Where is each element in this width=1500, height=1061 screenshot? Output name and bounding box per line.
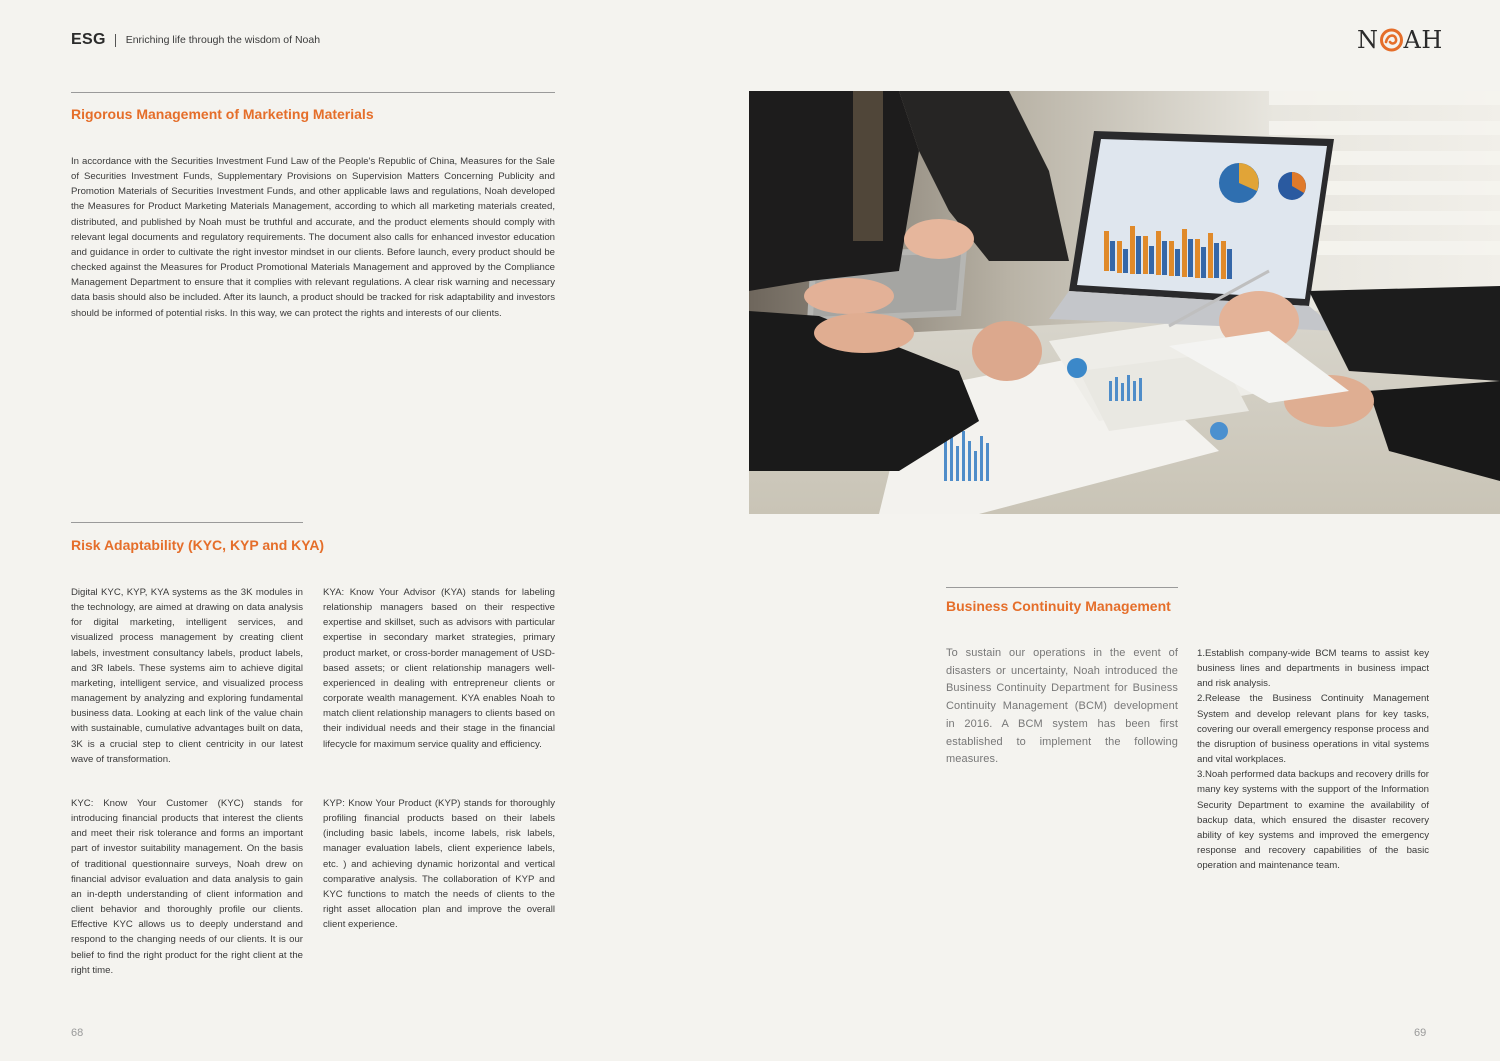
bcm-intro: To sustain our operations in the event of disasters or uncertainty, Noah introduced the Business Continuity Department for Business Continuity Management (BCM) development in 2016. A BCM system has been first established to implement the following measures. xyxy=(946,647,1178,766)
page-number-left: 68 xyxy=(71,1027,84,1039)
bcm-measures xyxy=(1197,646,1429,873)
marketing-body: In accordance with the Securities Investment Fund Law of the People's Republic of China, Measures for the Sale of Securities Investment Funds, Supplementary Provisions on Supervision Matters Concerning Publicity and Promotion Materials of Securities Investment Funds, and other applicable laws and regulations, Noah developed the Measures for Product Marketing Materials Management, according to which all marketing materials created, distributed, and published by Noah must be truthful and accurate, and the product elements should comply with relevant legal documents and regulatory requirements. The document also calls for enhanced investor education and guidance in order to cultivate the right investor mindset in our clients. Before launch, every product should be checked against the Measures for Product Promotional Materials Management and approved by the Compliance Management Department to ensure that it complies with relevant regulations. A clear risk warning and necessary data basis should also be included. After its launch, a product should be tracked for risk adaptability and investors should be informed of potential risks. In this way, we can protect the rights and interests of our clients. xyxy=(71,156,555,319)
section-rule-marketing xyxy=(71,92,555,93)
header-divider xyxy=(115,34,116,47)
noah-logo xyxy=(1357,26,1443,54)
section-rule-bcm xyxy=(946,587,1178,588)
business-meeting-photo-image xyxy=(749,91,1500,514)
bcm-measure-2: 2.Release the Business Continuity Management System and develop relevant plans for key tasks, covering our overall emergency response process and the disruption of business operations in vital systems and vital workplaces. xyxy=(1197,693,1429,766)
bcm-measure-1: 1.Establish company-wide BCM teams to assist key business lines and departments in business impact and risk analysis. xyxy=(1197,648,1429,690)
page-number-right: 69 xyxy=(1414,1027,1427,1039)
risk-col2-paragraph-2: KYP: Know Your Product (KYP) stands for thoroughly profiling financial products based on their labels (including basic labels, income labels, risk labels, manager evaluation labels, client experience labels, etc. ) and achieving dynamic horizontal and vertical comparative analysis. The collaboration of KYP and KYC functions to match the needs of clients to the right asset allocation plan and improve the overall client experience. xyxy=(323,798,555,931)
risk-col1-paragraph-2: KYC: Know Your Customer (KYC) stands for introducing financial products that interest the clients and meet their risk tolerance and forms an important part of investor suitability management. On the basis of traditional questionnaire surveys, Noah drew on financial advisor evaluation and data analysis to gain an in-depth understanding of client information and client behavior and thoroughly profile our clients. Effective KYC allows us to deeply understand and respond to the changing needs of our clients. It is our belief to find the right product for the right client at the right time. xyxy=(71,798,303,976)
logo-swirl-icon xyxy=(1380,28,1403,52)
esg-label: ESG xyxy=(71,31,106,48)
bcm-heading: Business Continuity Management xyxy=(946,598,1171,614)
header-tagline: Enriching life through the wisdom of Noah xyxy=(125,34,321,46)
section-rule-risk xyxy=(71,522,303,523)
header-left xyxy=(71,31,320,49)
risk-col1-paragraph-1: Digital KYC, KYP, KYA systems as the 3K modules in the technology, are aimed at drawing on data analysis for digital marketing, intelligent services, and visualized process management by creating client labels, investment consultancy labels, product labels, and 3R labels. These systems aim to achieve digital marketing, intelligent service, and visualized process management by analyzing and exploring fundamental business data. Looking at each link of the value chain with sustainable, cumulative advantages built on data, 3K is a crucial step to client centricity in our latest wave of transformation. xyxy=(71,587,303,765)
meeting-photo xyxy=(749,91,1500,514)
logo-letters-ah: AH xyxy=(1403,26,1443,54)
risk-heading: Risk Adaptability (KYC, KYP and KYA) xyxy=(71,537,325,553)
risk-col2-paragraph-1: KYA: Know Your Advisor (KYA) stands for labeling relationship managers based on their respective expertise and skillset, such as advisors with particular expertise in secondary market strategies, primary product market, or cross-border management of USD-based assets; or client relationship managers well-experienced in dealing with entrepreneur clients or corporate wealth management. KYA enables Noah to match client relationship managers to clients based on their individual needs and their stage in the financial lifecycle for maximum service quality and efficiency. xyxy=(323,587,555,750)
logo-letter-n: N xyxy=(1357,26,1379,54)
marketing-heading: Rigorous Management of Marketing Materials xyxy=(71,106,374,122)
bcm-measure-3: 3.Noah performed data backups and recovery drills for many key systems with the support of the Information Security Department to examine the availability of backup data, which ensured the disaster recovery ability of key systems and improved the emergency response and recovery capabilities of the basic operation and maintenance team. xyxy=(1197,769,1429,872)
